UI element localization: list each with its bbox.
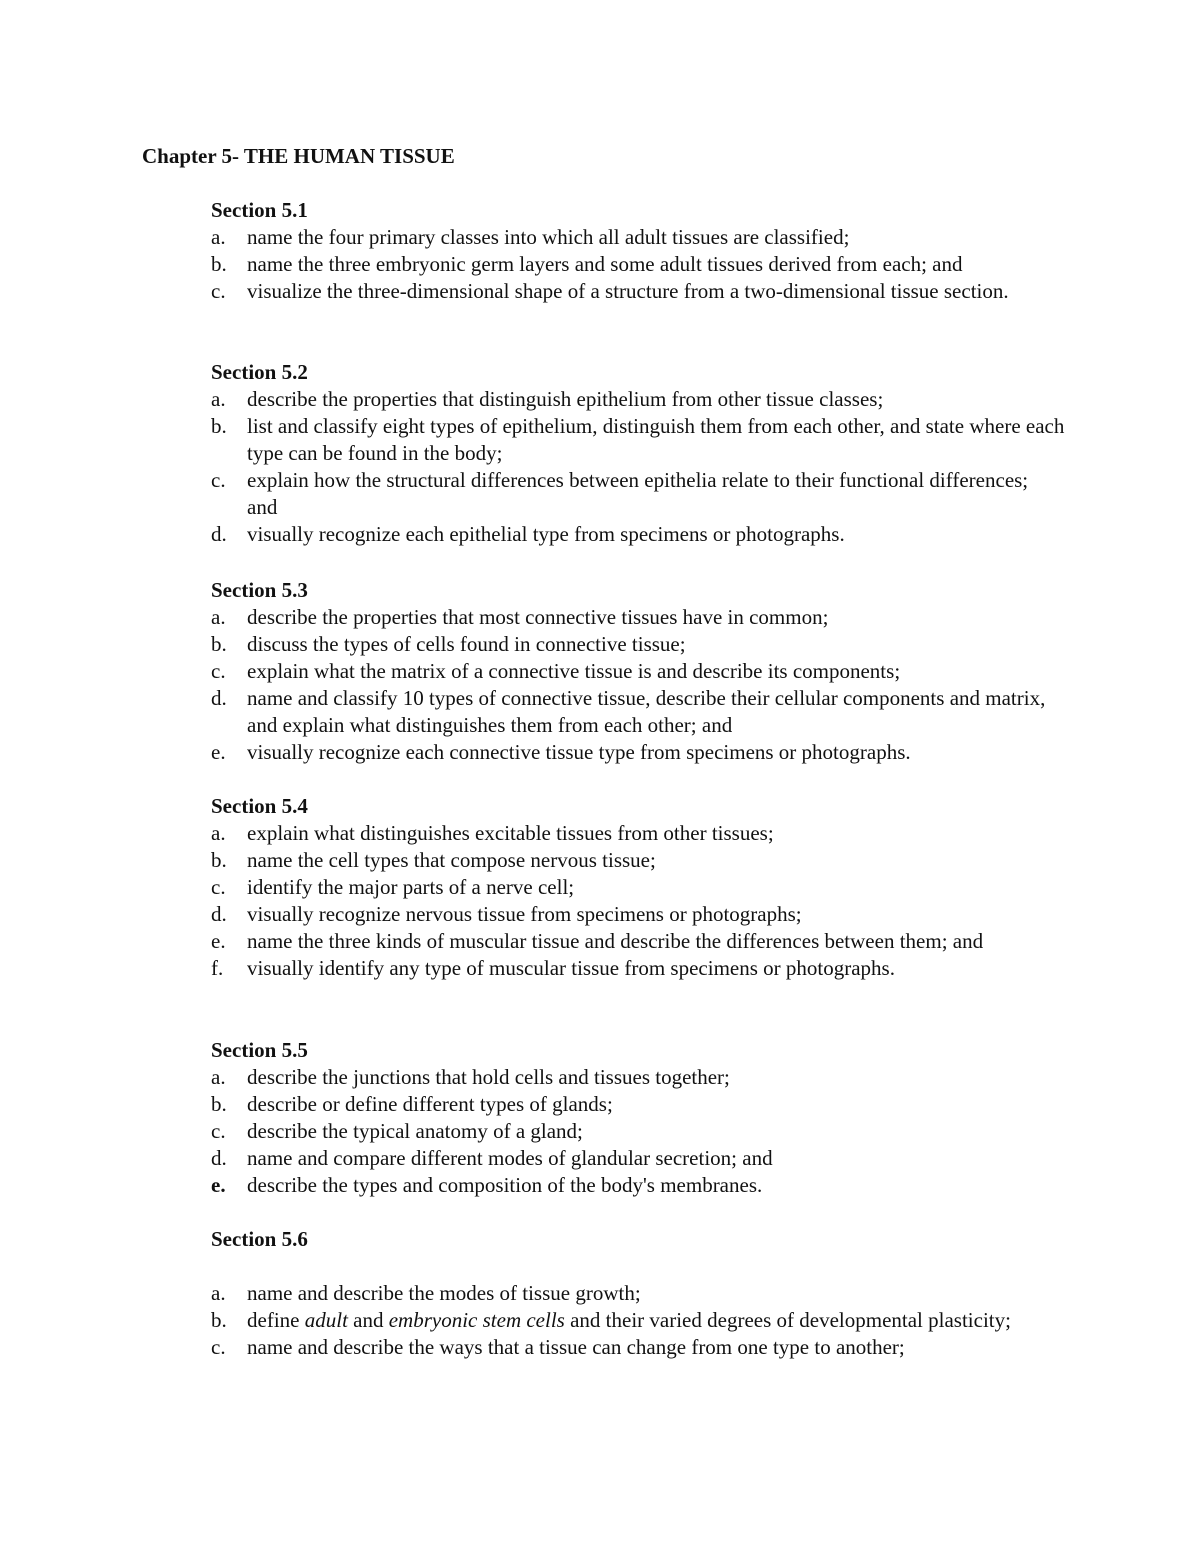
item-text: name the cell types that compose nervous tissue; [247,848,656,872]
section-5-3 [211,577,1071,766]
list-item [211,386,1071,413]
item-text: name the three kinds of muscular tissue and describe the differences between them; and [247,929,984,953]
section-5-4 [211,793,1071,982]
list-item [211,413,1071,467]
item-text: name and describe the modes of tissue growth; [247,1281,641,1305]
objective-list [211,386,1071,548]
item-letter: c. [211,1335,226,1359]
item-letter: a. [211,821,226,845]
section-heading: Section 5.4 [211,794,308,818]
item-text-emphasis: adult [304,1308,348,1332]
list-item [211,224,1071,251]
item-letter: b. [211,1308,227,1332]
item-text: identify the major parts of a nerve cell; [247,875,575,899]
list-item [211,955,1071,982]
list-item [211,1118,1071,1145]
item-letter: a. [211,225,226,249]
item-letter: d. [211,522,227,546]
list-item [211,928,1077,955]
item-letter: b. [211,1092,227,1116]
list-item [211,1172,1071,1199]
item-text: discuss the types of cells found in connective tissue; [247,632,686,656]
item-text-mid: and [347,1308,389,1332]
objective-list [211,1280,1071,1361]
objective-list [211,820,1071,982]
list-item [211,739,1071,766]
section-heading: Section 5.6 [211,1227,308,1251]
list-item [211,1334,1071,1361]
item-text [247,1308,1011,1332]
item-letter: d. [211,686,227,710]
item-text: list and classify eight types of epithelium, distinguish them from each other, and state where each type can be found in the body; [247,414,1065,465]
item-letter: e. [211,740,226,764]
item-text: explain what the matrix of a connective tissue is and describe its components; [247,659,901,683]
item-text: describe the types and composition of the body's membranes. [247,1173,763,1197]
item-text: explain how the structural differences between epithelia relate to their functional differences; and [247,468,1029,519]
item-letter: e. [211,929,226,953]
objective-list [211,1064,1071,1199]
list-item [211,820,1071,847]
section-5-6 [211,1226,1071,1361]
section-5-5 [211,1037,1071,1199]
blank-line [211,1253,1071,1280]
item-text: describe the properties that distinguish epithelium from other tissue classes; [247,387,884,411]
item-letter: a. [211,1065,226,1089]
item-text: name the three embryonic germ layers and some adult tissues derived from each; and [247,252,963,276]
list-item [211,1307,1047,1334]
item-text: explain what distinguishes excitable tissues from other tissues; [247,821,774,845]
item-letter: d. [211,902,227,926]
item-text: visually recognize nervous tissue from specimens or photographs; [247,902,802,926]
list-item [211,604,1071,631]
list-item [211,278,1059,305]
section-5-2 [211,359,1071,548]
item-letter: d. [211,1146,227,1170]
item-letter: a. [211,387,226,411]
item-text: visually recognize each connective tissue type from specimens or photographs. [247,740,911,764]
item-text-pre: define [247,1308,305,1332]
item-text-post: and their varied degrees of developmental plasticity; [564,1308,1011,1332]
list-item [211,1064,1071,1091]
item-letter: a. [211,605,226,629]
item-text-emphasis: embryonic stem cells [388,1308,565,1332]
item-text: describe the typical anatomy of a gland; [247,1119,583,1143]
section-5-1 [211,197,1071,305]
list-item [211,521,1071,548]
list-item [211,874,1071,901]
list-item [211,658,1071,685]
objective-list [211,224,1071,305]
item-text: name and compare different modes of glandular secretion; and [247,1146,773,1170]
item-letter: c. [211,279,226,303]
item-text: name and classify 10 types of connective tissue, describe their cellular components and matrix, and explain what distinguishes them from each other; and [247,686,1046,737]
item-text: name the four primary classes into which all adult tissues are classified; [247,225,850,249]
item-letter: c. [211,1119,226,1143]
list-item [211,467,1047,521]
item-text: visually identify any type of muscular tissue from specimens or photographs. [247,956,895,980]
item-text: describe or define different types of glands; [247,1092,613,1116]
item-text: visualize the three-dimensional shape of a structure from a two-dimensional tissue section. [247,279,1009,303]
item-letter: c. [211,875,226,899]
item-letter: f. [211,956,224,980]
list-item [211,847,1071,874]
chapter-title: Chapter 5- THE HUMAN TISSUE [142,144,455,168]
item-letter: b. [211,848,227,872]
section-heading: Section 5.5 [211,1038,308,1062]
item-text: describe the junctions that hold cells and tissues together; [247,1065,730,1089]
section-heading: Section 5.2 [211,360,308,384]
item-letter: a. [211,1281,226,1305]
item-text: name and describe the ways that a tissue can change from one type to another; [247,1335,905,1359]
list-item [211,251,1071,278]
list-item [211,1145,1071,1172]
item-letter: b. [211,252,227,276]
item-text: describe the properties that most connective tissues have in common; [247,605,829,629]
section-heading: Section 5.3 [211,578,308,602]
list-item [211,1280,1071,1307]
list-item [211,685,1077,739]
item-letter: c. [211,659,226,683]
list-item [211,901,1071,928]
item-text: visually recognize each epithelial type from specimens or photographs. [247,522,845,546]
list-item [211,631,1071,658]
item-letter: c. [211,468,226,492]
item-letter: e. [211,1173,226,1197]
item-letter: b. [211,414,227,438]
list-item [211,1091,1071,1118]
item-letter: b. [211,632,227,656]
section-heading: Section 5.1 [211,198,308,222]
objective-list [211,604,1071,766]
